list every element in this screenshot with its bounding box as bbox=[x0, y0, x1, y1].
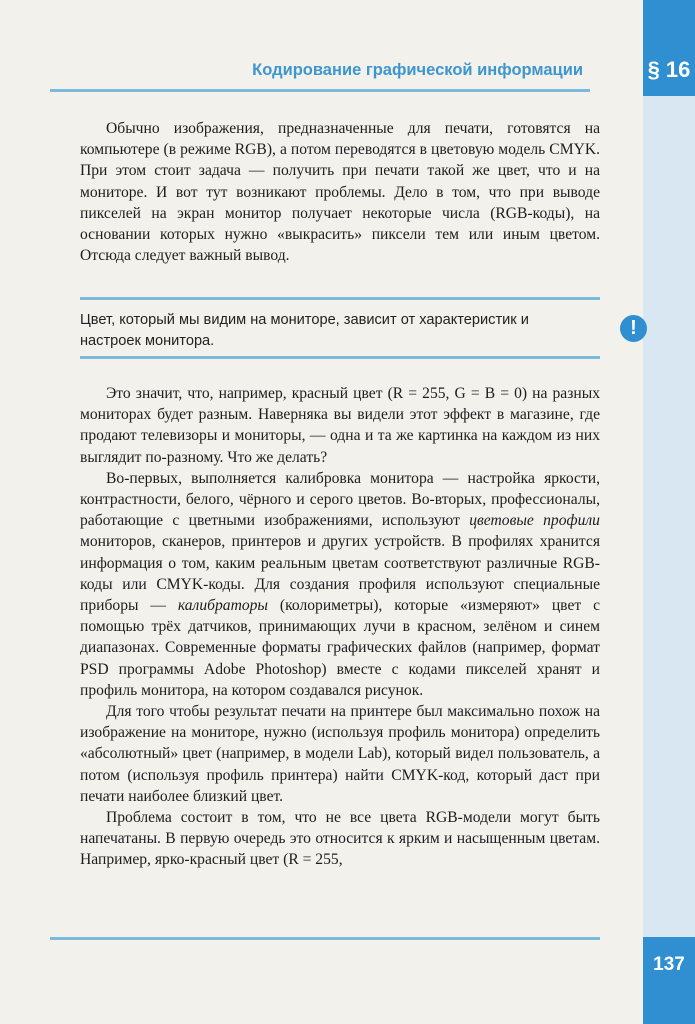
side-margin-strip bbox=[643, 0, 695, 1024]
paragraph-1-text: Обычно изображения, предназначенные для печати, готовятся на компьютере (в режиме RGB), а потом переводятся в цветовую модель CMYK. При этом стоит задача — получить при печати такой же цвет, что и на мониторе. И вот тут возникают проблемы. Дело в том, что при выводе пикселей на экран монитор получает некоторые числа (RGB-коды), на основании которых нужно «выкрасить» пиксели тем или иным цветом. Отсюда следует важный вывод. bbox=[80, 120, 600, 265]
paragraph-3-part-2: мониторов, сканеров, принтеров и других устройств. В профилях хранится информация о том, каким реальным цветам соответствуют различные RGB-коды или CMYK-коды. Для создания профиля используют специальные приборы — bbox=[80, 533, 600, 615]
exclamation-icon: ! bbox=[620, 315, 647, 342]
section-tab bbox=[643, 0, 695, 96]
important-note: Цвет, который мы видим на мониторе, зависит от характеристик и настроек монитора. bbox=[80, 312, 529, 349]
paragraph-5: Проблема состоит в том, что не все цвета RGB-модели могут быть напечатаны. В первую очередь это относится к ярким и насыщенным цветам. Например, ярко-красный цвет (R = 255, bbox=[80, 809, 600, 869]
term-calibrators: калибраторы bbox=[177, 597, 268, 615]
page-number: 137 bbox=[653, 954, 685, 975]
note-top-rule bbox=[80, 297, 600, 300]
page-number-box bbox=[643, 937, 695, 1024]
note-bottom-rule bbox=[80, 356, 600, 359]
paragraph-4: Для того чтобы результат печати на принтере был максимально похож на изображение на мониторе, нужно (используя профиль монитора) определить «абсолютный» цвет (например, в модели Lab), который видел пользователь, а потом (используя профиль принтера) найти CMYK-код, который даст при печати наиболее близкий цвет. bbox=[80, 703, 600, 805]
page-header-title: Кодирование графической информации bbox=[252, 61, 583, 79]
term-color-profiles: цветовые профили bbox=[469, 512, 600, 530]
footer-divider bbox=[50, 937, 600, 940]
main-text-block bbox=[80, 383, 600, 871]
paragraph-3-part-3: (колориметры), которые «измеряют» цвет с помощью трёх датчиков, принимающих лучи в красном, зелёном и синем диапазонах. Современные форматы графических файлов (например, формат PSD программы Adobe Photoshop) вместе с кодами пикселей хранят и профиль монитора, на котором создавался рисунок. bbox=[80, 597, 600, 699]
header-divider bbox=[50, 89, 590, 92]
section-number: § 16 bbox=[647, 57, 691, 82]
paragraph-2: Это значит, что, например, красный цвет (R = 255, G = B = 0) на разных мониторах будет разным. Наверняка вы видели этот эффект в магазине, где продают телевизоры и мониторы, — одна и та же картинка на каждом из них выглядит по-разному. Что же делать? bbox=[80, 385, 600, 466]
paragraph-1 bbox=[80, 118, 600, 266]
paragraph-3 bbox=[80, 468, 600, 701]
paragraph-3-part-1: Во-первых, выполняется калибровка монитора — настройка яркости, контрастности, белого, чёрного и серого цветов. Во-вторых, профессионалы, работающие с цветными изображениями, используют bbox=[80, 469, 600, 530]
